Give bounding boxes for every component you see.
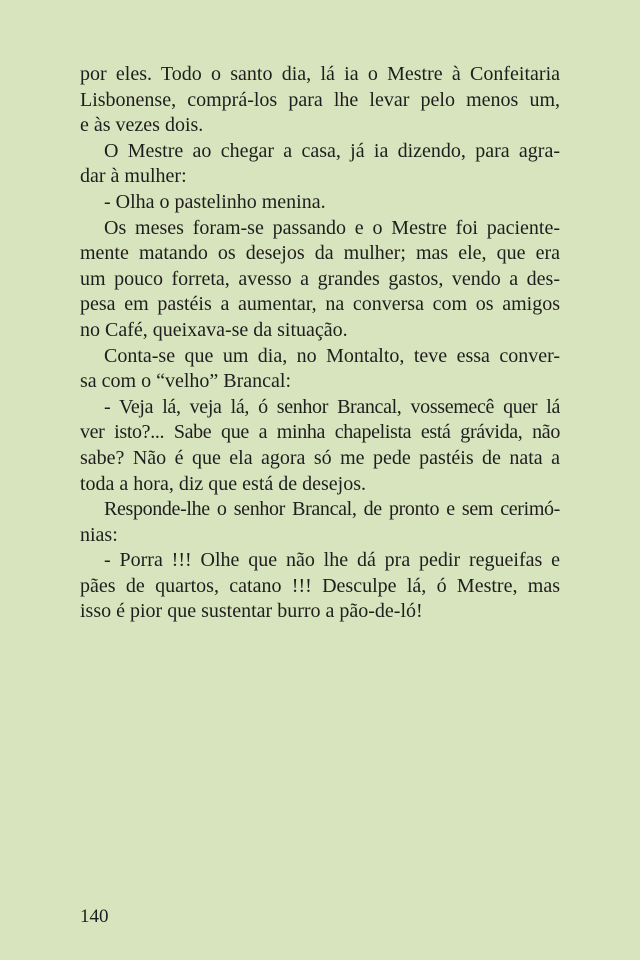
text-line: ver isto?... Sabe que a minha chapelista está grávida, não bbox=[80, 421, 560, 444]
text-line: pães de quartos, catano !!! Desculpe lá, ó Mestre, mas bbox=[80, 574, 560, 597]
text-line: - Veja lá, veja lá, ó senhor Brancal, vossemecê quer lá bbox=[104, 395, 560, 418]
text-line: nias: bbox=[80, 523, 118, 546]
text-line: um pouco forreta, avesso a grandes gastos, vendo a des- bbox=[80, 267, 560, 290]
text-line: O Mestre ao chegar a casa, já ia dizendo, para agra- bbox=[104, 139, 560, 162]
text-line: Os meses foram-se passando e o Mestre foi paciente- bbox=[104, 216, 560, 239]
text-line: sabe? Não é que ela agora só me pede pastéis de nata a bbox=[80, 446, 560, 469]
text-line: - Porra !!! Olhe que não lhe dá pra pedir regueifas e bbox=[104, 549, 560, 572]
text-line: mente matando os desejos da mulher; mas ele, que era bbox=[80, 242, 560, 265]
text-line: Responde-lhe o senhor Brancal, de pronto e sem cerimó- bbox=[104, 498, 560, 521]
text-line: e às vezes dois. bbox=[80, 114, 204, 137]
page-body-text bbox=[80, 62, 560, 625]
text-line: Lisbonense, comprá-los para lhe levar pelo menos um, bbox=[80, 88, 560, 111]
text-line: toda a hora, diz que está de desejos. bbox=[80, 472, 367, 495]
text-line: sa com o “velho” Brancal: bbox=[80, 370, 292, 393]
text-line: isso é pior que sustentar burro a pão-de-ló! bbox=[80, 600, 423, 623]
text-line: Conta-se que um dia, no Montalto, teve essa conver- bbox=[104, 344, 560, 367]
text-line: - Olha o pastelinho menina. bbox=[104, 190, 326, 213]
text-line: pesa em pastéis a aumentar, na conversa com os amigos bbox=[80, 293, 560, 316]
text-line: por eles. Todo o santo dia, lá ia o Mestre à Confeitaria bbox=[80, 63, 560, 85]
page-number: 140 bbox=[80, 906, 109, 927]
text-line: dar à mulher: bbox=[80, 165, 187, 188]
text-line: no Café, queixava-se da situação. bbox=[80, 318, 348, 341]
